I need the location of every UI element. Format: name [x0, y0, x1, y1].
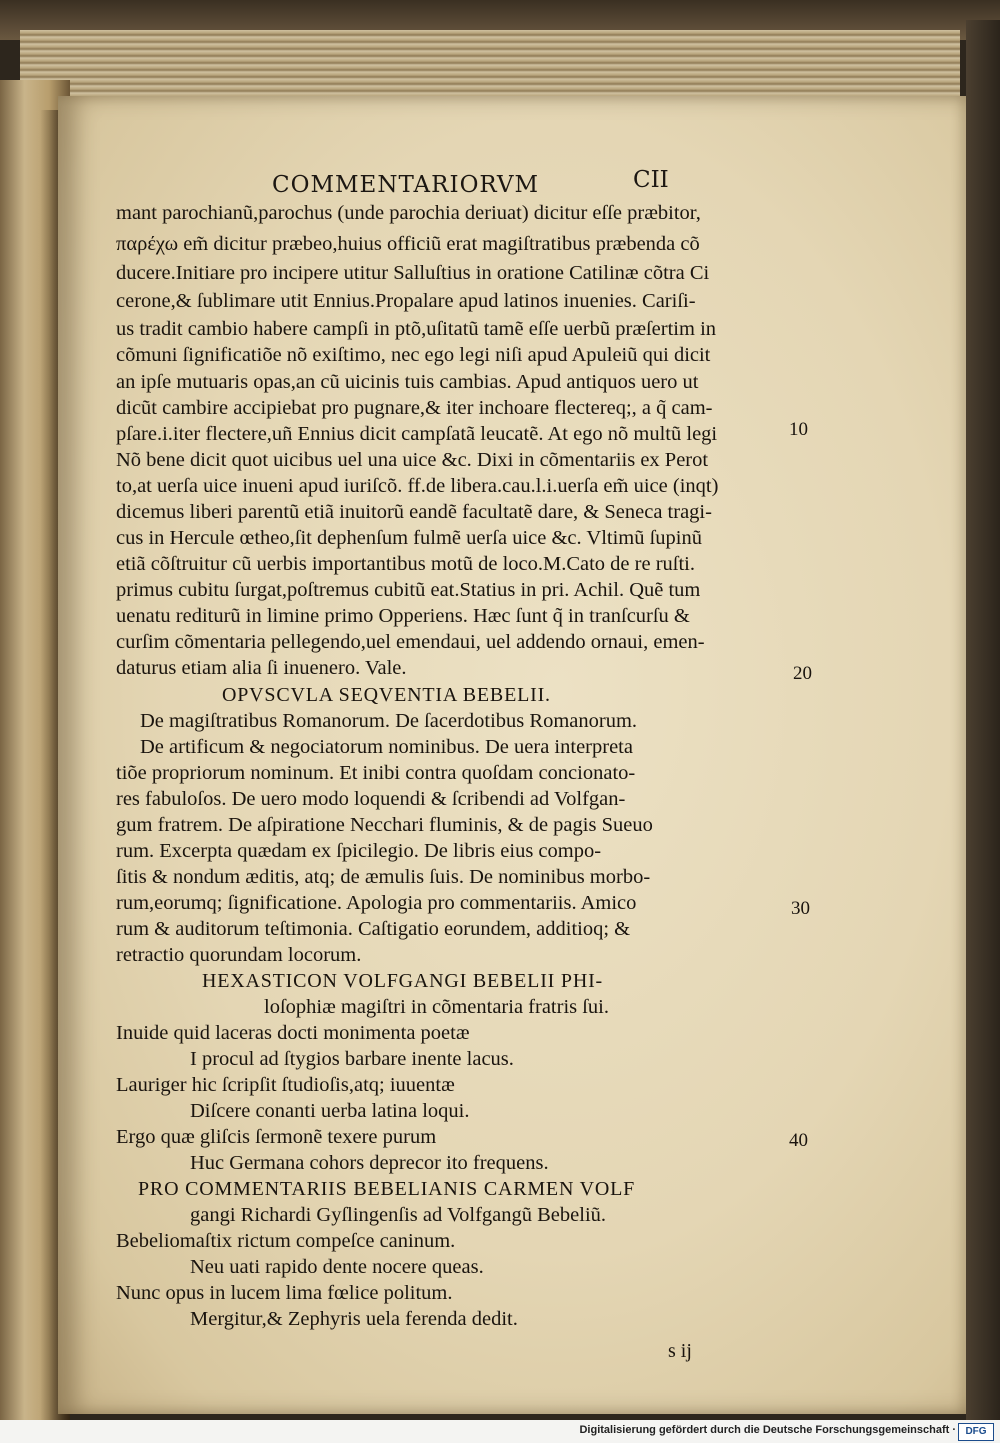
text-line: mant parochianũ,parochus (unde parochia deriuat) dicitur eſſe præbitor, [116, 202, 701, 224]
footer-bar [0, 1420, 1000, 1443]
text-line: gum fratrem. De aſpiratione Necchari fluminis, & de pagis Sueuo [116, 814, 653, 836]
poem-line: Huc Germana cohors deprecor ito frequens. [190, 1152, 549, 1174]
poem-line: Nunc opus in lucem lima fœlice politum. [116, 1282, 453, 1304]
text-line: pſare.i.iter flectere,uñ Ennius dicit campſatã leucatẽ. At ego nõ multũ legi [116, 423, 718, 445]
text-line: παρέχω em̃ dicitur præbeo,huius officiũ erat magiſtratibus præbenda cõ [116, 233, 700, 255]
section-heading: HEXASTICON VOLFGANGI BEBELII PHI- [202, 970, 604, 992]
text-line: tiõe propriorum nominum. Et inibi contra quoſdam concionato- [116, 762, 636, 784]
running-title: COMMENTARIORVM [272, 172, 540, 198]
text-line: res fabuloſos. De uero modo loquendi & ſcribendi ad Volfgan- [116, 788, 626, 810]
text-line: dicũt cambire accipiebat pro pugnare,& iter inchoare flectereq;, a q̃ cam- [116, 397, 713, 419]
text-line: cus in Hercule œtheo,ſit dephenſum fulmẽ uerſa uice &c. Vltimũ ſupinũ [116, 527, 703, 549]
margin-line-number: 30 [791, 898, 810, 919]
poem-line: Diſcere conanti uerba latina loqui. [190, 1100, 470, 1122]
text-line: rum. Excerpta quædam ex ſpicilegio. De libris eius compo- [116, 840, 602, 862]
funding-credit: Digitalisierung gefördert durch die Deutsche Forschungsgemeinschaft · [579, 1424, 956, 1436]
signature-mark: s ij [668, 1340, 692, 1362]
margin-line-number: 10 [789, 419, 808, 440]
text-line: loſophiæ magiſtri in cõmentaria fratris ſui. [264, 996, 610, 1018]
text-line: retractio quorundam locorum. [116, 944, 362, 966]
margin-line-number: 20 [793, 663, 812, 684]
poem-line: Inuide quid laceras docti monimenta poetæ [116, 1022, 470, 1044]
section-heading: PRO COMMENTARIIS BEBELIANIS CARMEN VOLF [138, 1178, 636, 1200]
text-line: daturus etiam alia ſi inuenero. Vale. [116, 657, 407, 679]
margin-line-number: 40 [789, 1130, 808, 1151]
text-line: dicemus liberi parentũ etiã inuitorũ eandẽ facultatẽ dare, & Seneca tragi- [116, 501, 712, 523]
section-heading: OPVSCVLA SEQVENTIA BEBELII. [222, 684, 551, 706]
text-line: cõmuni ſignificatiõe nõ exiſtimo, nec ego legi niſi apud Apuleiũ qui dicit [116, 344, 711, 366]
text-line: Nõ bene dicit quot uicibus uel una uice &c. Dixi in cõmentariis ex Perot [116, 449, 709, 471]
text-line: us tradit cambio habere campſi in ptõ,uſitatũ tamẽ eſſe uerbũ præſertim in [116, 318, 717, 340]
poem-line: Mergitur,& Zephyris uela ferenda dedit. [190, 1308, 518, 1330]
text-line: gangi Richardi Gyſlingenſis ad Volfgangũ Bebeliũ. [190, 1204, 607, 1226]
dfg-logo: DFG [958, 1423, 994, 1441]
poem-line: Neu uati rapido dente nocere queas. [190, 1256, 484, 1278]
poem-line: Bebeliomaſtix rictum compeſce caninum. [116, 1230, 456, 1252]
text-line: curſim cõmentaria pellegendo,uel emendaui, uel addendo ornaui, emen- [116, 631, 705, 653]
text-line: ducere.Initiare pro incipere utitur Salluſtius in oratione Catilinæ cõtra Ci [116, 262, 710, 284]
folio-number: CII [633, 167, 669, 193]
poem-line: Lauriger hic ſcripſit ſtudioſis,atq; iuuentæ [116, 1074, 455, 1096]
text-line: to,at uerſa uice inueni apud iuriſcõ. ff.de libera.cau.l.i.uerſa em̃ uice (inqt) [116, 475, 719, 497]
poem-line: I procul ad ſtygios barbare inente lacus. [190, 1048, 514, 1070]
text-line: De artificum & negociatorum nominibus. De uera interpreta [140, 736, 633, 758]
text-line: cerone,& ſublimare utit Ennius.Propalare apud latinos inuenies. Cariſi- [116, 290, 696, 312]
poem-line: Ergo quæ gliſcis ſermonẽ texere purum [116, 1126, 437, 1148]
text-line: rum & auditorum teſtimonia. Caſtigatio eorundem, additioq; & [116, 918, 631, 940]
text-line: ſitis & nondum æditis, atq; de æmulis ſuis. De nominibus morbo- [116, 866, 651, 888]
text-line: rum,eorumq; ſignificatione. Apologia pro commentariis. Amico [116, 892, 637, 914]
text-line: primus cubitu ſurgat,poſtremus cubitũ eat.Statius in pri. Achil. Quẽ tum [116, 579, 701, 601]
text-line: uenatu rediturũ in limine primo Opperiens. Hæc ſunt q̃ in tranſcurſu & [116, 605, 690, 627]
text-line: an ipſe mutuaris opas,an cũ uicinis tuis cambias. Apud antiquos uero ut [116, 371, 699, 393]
book-cover-board [966, 20, 1000, 1420]
text-line: etiã cõſtruitur cũ uerbis importantibus motũ de loco.M.Cato de re ruſti. [116, 553, 695, 575]
text-line: De magiſtratibus Romanorum. De ſacerdotibus Romanorum. [140, 710, 638, 732]
